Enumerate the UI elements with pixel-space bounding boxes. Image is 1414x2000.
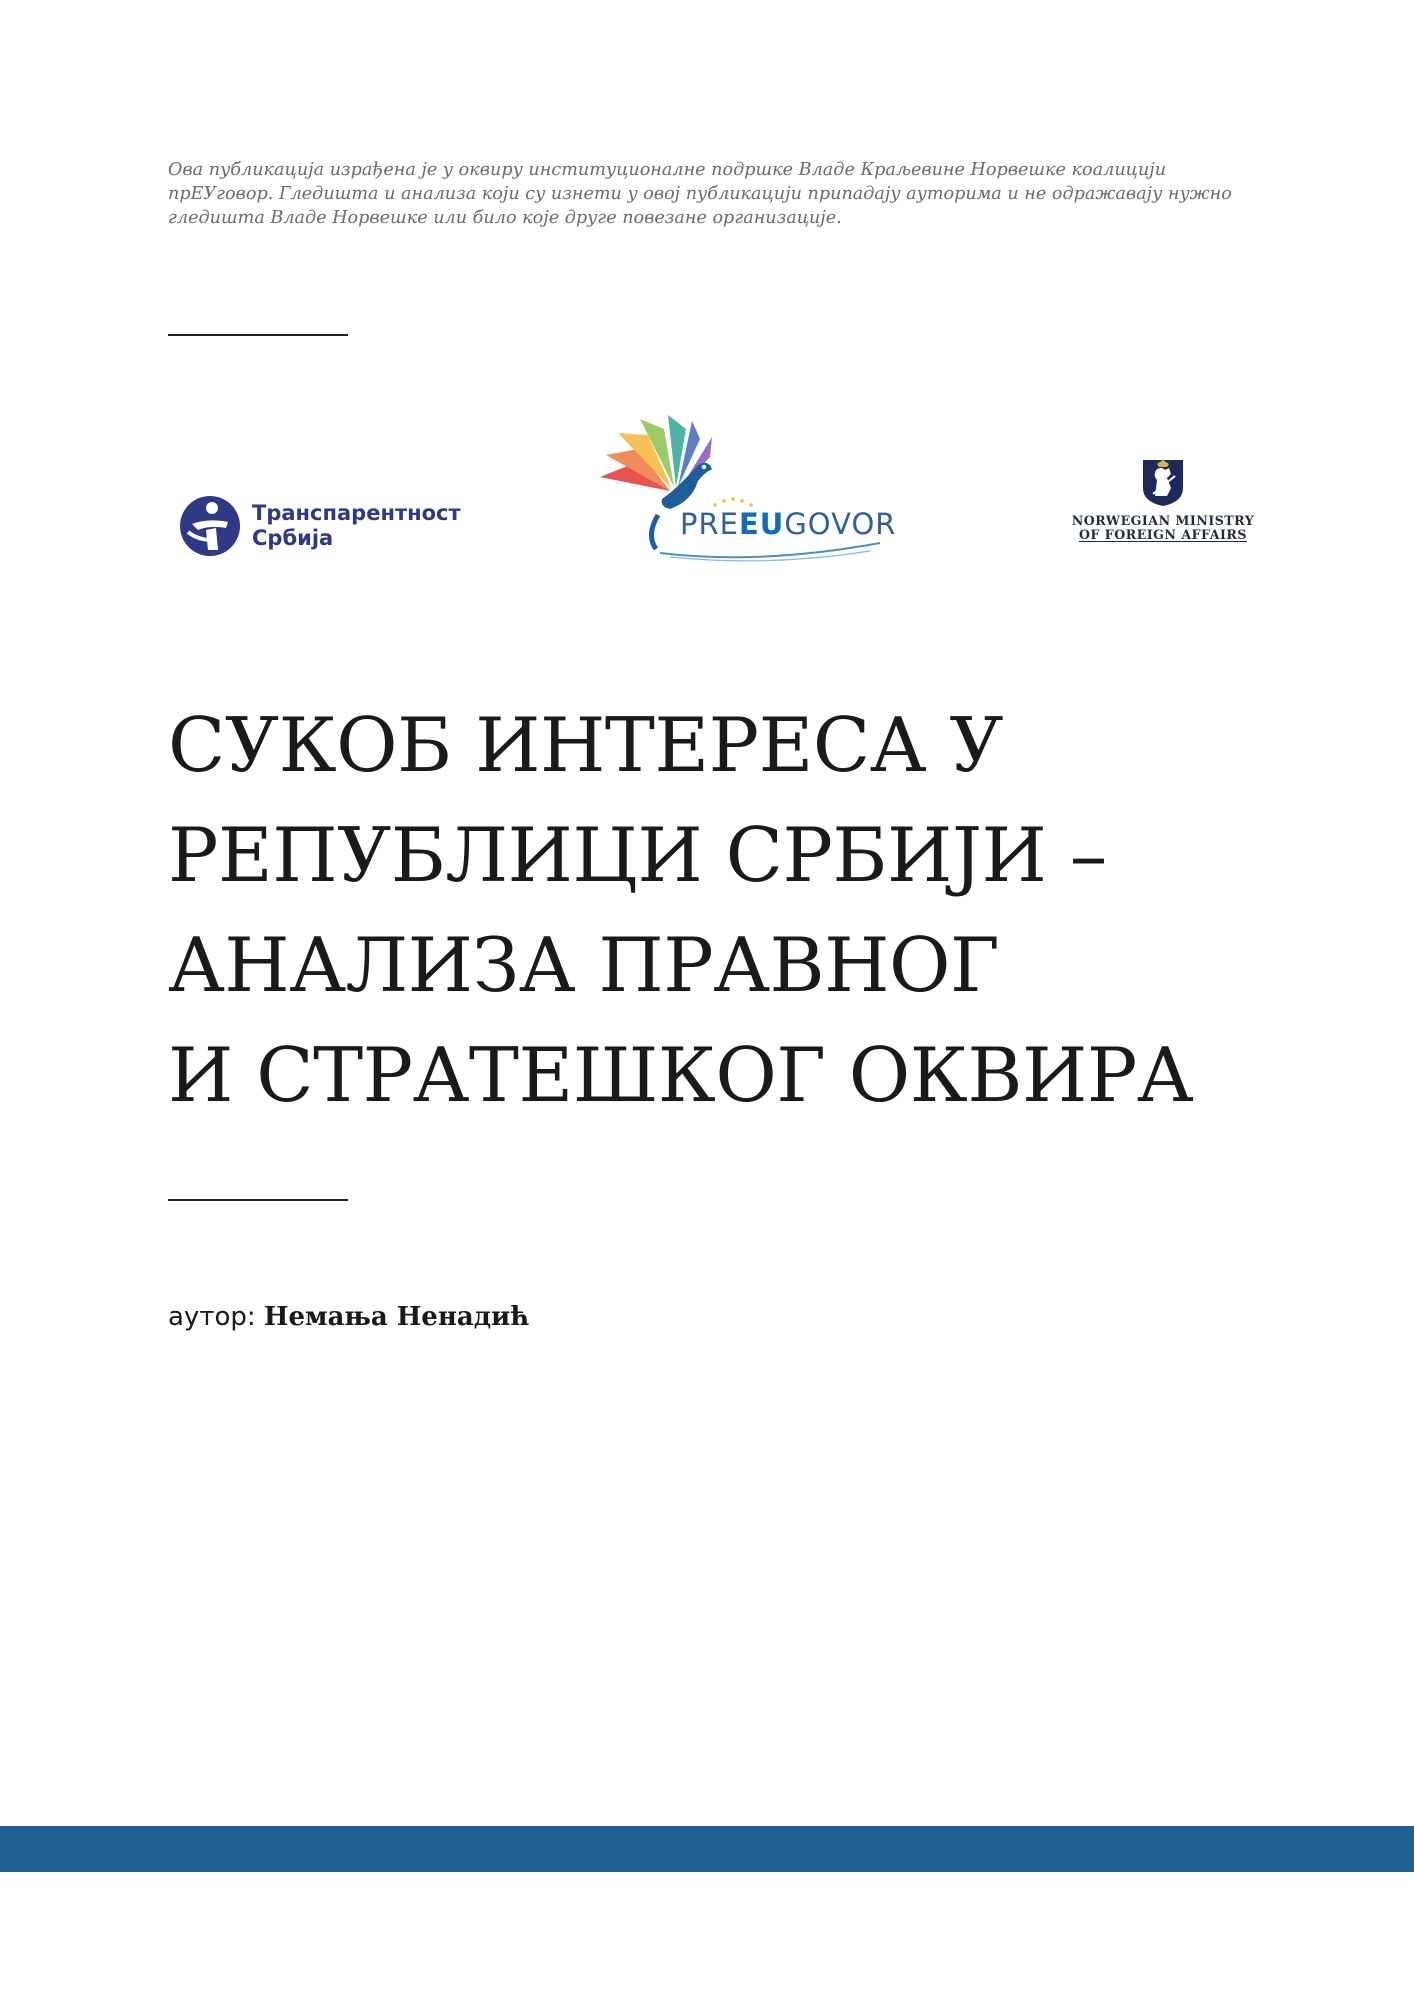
- preugovor-wordmark: [680, 507, 896, 541]
- footer-color-band: [0, 1826, 1414, 1872]
- norwegian-ministry-logo: [1068, 458, 1258, 558]
- transparency-serbia-logo: [178, 492, 461, 560]
- title-line-2: РЕПУБЛИЦИ СРБИЈИ –: [168, 811, 1107, 899]
- transparency-logo-text: [252, 501, 461, 551]
- transparency-line2: Србија: [252, 526, 334, 550]
- peacock-icon: [600, 415, 890, 565]
- bottom-divider: [168, 1199, 348, 1201]
- top-divider: [168, 334, 348, 336]
- transparency-logo-icon: [178, 494, 242, 558]
- coat-of-arms-icon: [1141, 458, 1185, 508]
- norwegian-ministry-text: [1068, 514, 1258, 542]
- document-title: [168, 690, 1308, 1130]
- transparency-line1: Транспарентност: [252, 501, 461, 525]
- preugovor-logo: [600, 415, 897, 565]
- nmfa-line2: OF FOREIGN AFFAIRS: [1079, 527, 1247, 542]
- disclaimer-text: Ова публикација израђена је у оквиру институционалне подршке Владе Краљевине Норвешке коалицији прЕУговор. Гледишта и анализа који су изнети у овој публикацији припадају ауторима и не одражавају нужно гледишта Владе Норвешке или било које друге повезане организације.: [168, 160, 1232, 228]
- preugovor-pre: PRE: [680, 507, 739, 541]
- nmfa-line1: NORWEGIAN MINISTRY: [1071, 513, 1255, 528]
- title-line-3: АНАЛИЗА ПРАВНОГ: [168, 921, 1000, 1009]
- author-name: Немања Ненадић: [263, 1302, 530, 1332]
- title-line-4: И СТРАТЕШКОГ ОКВИРА: [168, 1031, 1194, 1119]
- preugovor-govor: GOVOR: [784, 507, 897, 541]
- preugovor-eu: EU: [738, 507, 785, 541]
- author-line: [168, 1302, 529, 1332]
- author-label: аутор:: [168, 1302, 256, 1332]
- title-line-1: СУКОБ ИНТЕРЕСА У: [168, 701, 1004, 789]
